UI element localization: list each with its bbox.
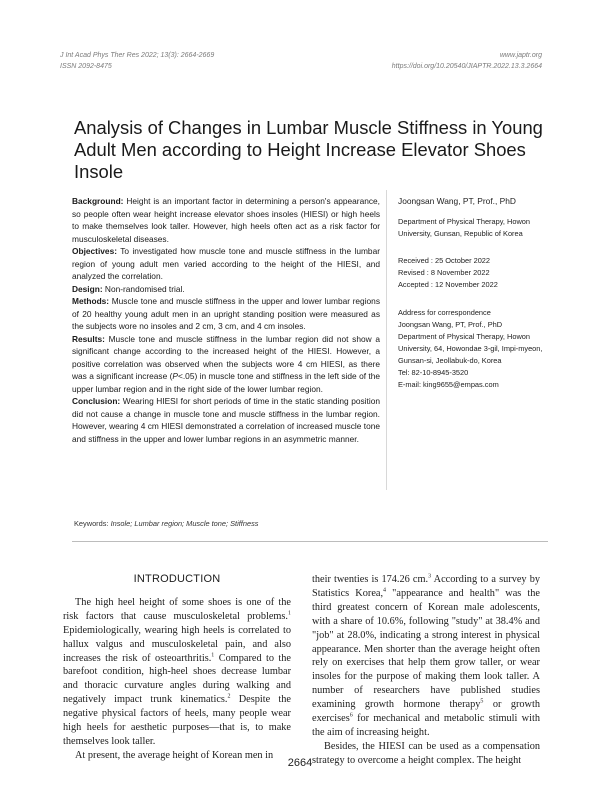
abstract-design [72, 283, 380, 296]
journal-website-link[interactable]: www.japtr.org [499, 52, 542, 59]
design-label: Design: [72, 283, 103, 294]
intro-p1-text-a: The high heel height of some shoes is one of the risk factors that cause musculoskeletal problems. [63, 596, 291, 622]
intro-p1-text-d: Despite the negative physical factors of heels, many people wear high heels for aesthetic purposes—that is, to make themselves look taller. [63, 694, 292, 747]
intro-r1-text-d: or growth exercises [312, 699, 540, 725]
column-divider [386, 190, 387, 490]
abstract-objectives [72, 245, 380, 283]
intro-paragraph-2-start: At present, the average height of Korean men in [75, 749, 274, 761]
revised-date: Revised : 8 November 2022 [398, 268, 490, 277]
citation-ref[interactable]: 6 [349, 712, 353, 719]
methods-text: Muscle tone and muscle stiffness in the upper and lower lumbar regions of 20 healthy young adult men in an upright standing position were measured as the subjects wore no insoles and 2 cm, 3 cm, and 4 cm insoles. [72, 296, 380, 331]
doi-link[interactable]: https://doi.org/10.20540/JIAPTR.2022.13.3.2664 [391, 63, 542, 70]
keywords-label: Keywords: [74, 519, 109, 528]
article-info-sidebar [398, 195, 548, 391]
citation-ref[interactable]: 1 [288, 610, 291, 617]
body-column-right [312, 573, 540, 768]
page-number: 2664 [287, 757, 313, 769]
background-text: Height is an important factor in determining a person's appearance, so people often wear height increase elevator shoes insoles (HIESI) or high heels to make themselves look taller. However, high heels often act as a risk factor for musculoskeletal diseases. [72, 196, 380, 244]
intro-p1-text-b: Epidemiologically, wearing high heels is correlated to hallux valgus and musculoskeletal pain, and also increases the risk of osteoarthritis. [63, 624, 291, 664]
section-divider [72, 541, 548, 542]
issn: ISSN 2092-8475 [60, 63, 112, 70]
methods-label: Methods: [72, 296, 110, 306]
intro-r1-text-c: "appearance and health" was the third greatest concern of Korean male adolescents, with a share of 10.6%, following "study" at 38.4% and "job" at 28.0%, indicating a strong interest in physical appearance. Men shorter than the average height often rely on exercises that help them grow taller, or wear insoles for the purpose of making them look taller. A number of researchers have published studies examining growth hormone therapy [312, 587, 540, 711]
correspondence [398, 307, 548, 391]
article-dates [398, 255, 548, 291]
received-date: Received : 25 October 2022 [398, 256, 491, 265]
correspondence-tel: Tel: 82-10-8945-3520 [398, 368, 469, 377]
intro-p1-text-c: Compared to the barefoot condition, high-heel shoes decrease lumbar and thoracic curvature angles during walking and negatively impact trunk kinematics. [63, 652, 291, 706]
objectives-text: To investigated how muscle tone and muscle stiffness in the lumbar region of young adult men varied according to the height of the HIESI, and analyzed the correlation. [72, 246, 380, 281]
running-header-right [392, 50, 542, 72]
intro-paragraph-1 [63, 596, 291, 749]
keywords-value: Insole; Lumbar region; Muscle tone; Stiffness [108, 519, 259, 528]
citation-ref[interactable]: 2 [227, 693, 231, 700]
accepted-date: Accepted : 12 November 2022 [398, 280, 498, 289]
correspondence-address: Department of Physical Therapy, Howon University, 64, Howondae 3-gil, Impi-myeon, Gunsan-si, Jeollabuk-do, Korea [398, 332, 543, 365]
introduction-heading: INTRODUCTION [133, 573, 221, 585]
abstract-results [72, 333, 380, 396]
citation-ref[interactable]: 1 [211, 652, 215, 659]
author-name: Joongsan Wang, PT, Prof., PhD [398, 196, 516, 206]
conclusion-label: Conclusion: [72, 396, 121, 406]
citation-ref[interactable]: 4 [383, 587, 387, 594]
intro-paragraph-3-start: Besides, the HIESI can be used as a compensation strategy to overcome a height complex. The height [312, 740, 540, 766]
design-text: Non-randomised trial. [102, 283, 185, 294]
journal-citation: J Int Acad Phys Ther Res 2022; 13(3): 2664-2669 [60, 52, 215, 59]
results-text-a: Muscle tone and muscle stiffness in the lumbar region did not show a significant change according to the increased height of the HIESI. However, a positive correlation was observed when the subjects wore 4 cm HIESI, as there was a significant increase ( [72, 333, 380, 381]
objectives-label: Objectives: [72, 246, 117, 256]
results-text-b: <.05) in muscle tone and stiffness in the left side of the upper lumbar region and in the right side of the lower lumbar region. [72, 371, 381, 394]
body-column-left [63, 573, 291, 763]
citation-ref[interactable]: 3 [428, 573, 432, 580]
correspondence-name: Joongsan Wang, PT, Prof., PhD [398, 320, 503, 329]
keywords [74, 519, 258, 528]
intro-paragraph-2-cont [312, 573, 540, 740]
p-value-symbol: P [172, 371, 178, 381]
correspondence-email[interactable]: E-mail: king9655@empas.com [398, 380, 499, 389]
abstract-methods [72, 295, 380, 333]
abstract-background [72, 195, 380, 245]
abstract-conclusion [72, 395, 380, 445]
abstract [72, 195, 380, 445]
conclusion-text: Wearing HIESI for short periods of time in the static standing position did not cause a change in muscle tone and muscle stiffness in the lumbar region. However, wearing 4 cm HIESI demonstrated a correlation of increased muscle tone and stiffness in the upper and lower lumbar regions in an asymmetric manner. [72, 396, 380, 444]
running-header-left [60, 50, 214, 72]
intro-r1-text-e: for mechanical and metabolic stimuli with the aim of increasing height. [312, 713, 540, 738]
author-affiliation: Department of Physical Therapy, Howon University, Gunsan, Republic of Korea [398, 217, 530, 238]
article-title: Analysis of Changes in Lumbar Muscle Stiffness in Young Adult Men according to Height Increase Elevator Shoes Insole [74, 117, 543, 182]
citation-ref[interactable]: 5 [480, 698, 484, 705]
intro-r1-text-a: their twenties is 174.26 cm. [312, 574, 429, 585]
background-label: Background: [72, 196, 124, 206]
results-label: Results: [72, 333, 105, 344]
intro-r1-text-b: According to a survey by Statistics Korea, [312, 574, 540, 599]
correspondence-heading: Address for correspondence [398, 308, 491, 317]
